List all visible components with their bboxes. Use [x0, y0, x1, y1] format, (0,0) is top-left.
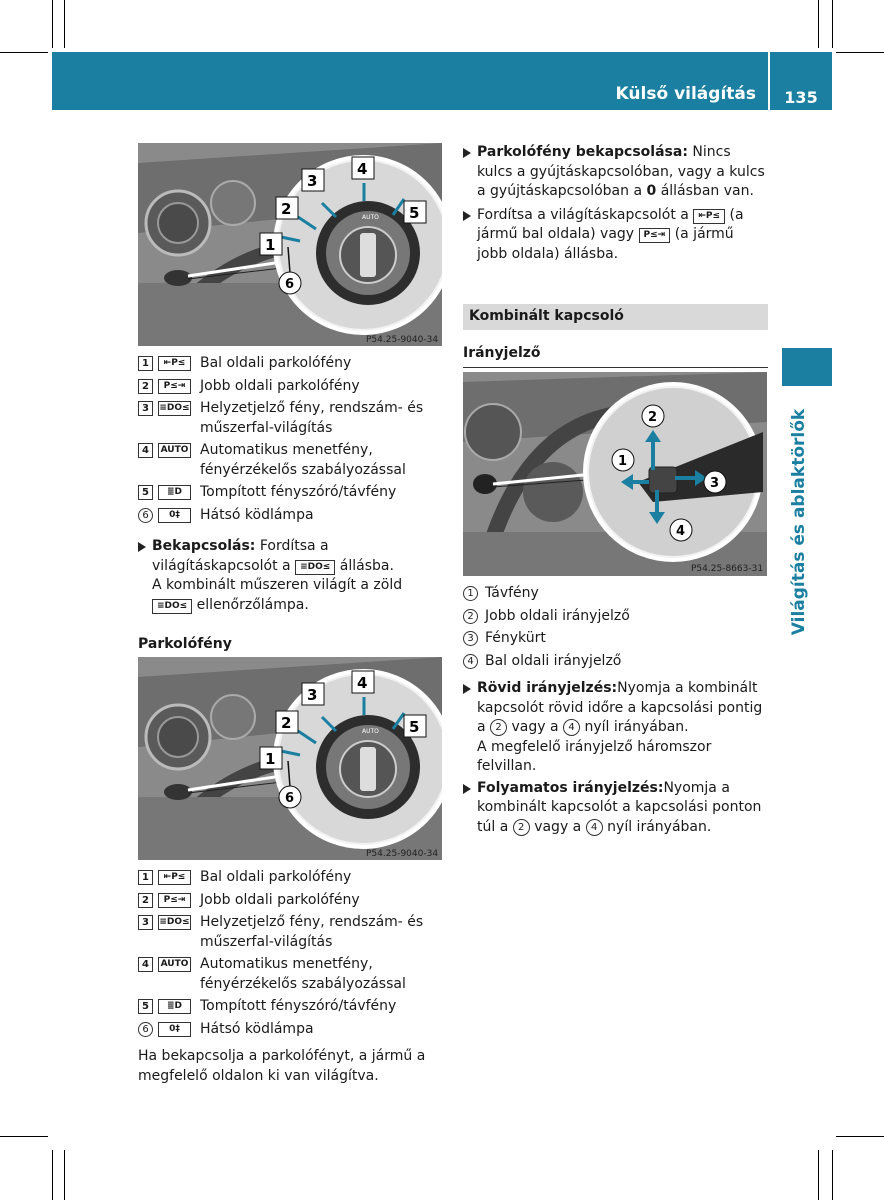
svg-text:6: 6	[285, 791, 295, 806]
figure-combination-switch	[463, 372, 767, 576]
svg-text:2: 2	[281, 200, 292, 218]
list-item: 3 Fénykürt	[463, 629, 768, 649]
list-item: 4 Bal oldali irányjelző	[463, 652, 768, 672]
left-column-bottom	[138, 868, 442, 1092]
list-item: 5 ≣D Tompított fényszóró/távfény	[138, 483, 442, 503]
page-number: 135	[770, 52, 832, 110]
svg-text:4: 4	[357, 160, 368, 178]
svg-text:4: 4	[357, 674, 368, 692]
list-item: 2 P≤⇥ Jobb oldali parkolófény	[138, 891, 442, 911]
crop-mark	[832, 1150, 833, 1200]
chapter-tab	[782, 348, 832, 386]
parking-paragraph: Ha bekapcsolja a parkolófényt, a jármű a megfelelő oldalon ki van világítva.	[138, 1048, 426, 1084]
list-item: 1 Távfény	[463, 584, 768, 604]
crop-mark	[836, 52, 884, 53]
legend-list	[463, 584, 768, 671]
svg-text:AUTO: AUTO	[362, 214, 379, 221]
subsection-heading: Irányjelző	[463, 344, 768, 369]
svg-text:P54.25-9040-34: P54.25-9040-34	[366, 335, 439, 345]
legend-list	[138, 868, 442, 1039]
figure-light-switch-2	[138, 657, 442, 860]
header-bar	[52, 52, 768, 110]
svg-text:2: 2	[648, 410, 658, 425]
bullet-rovid-iranyjelzes: Rövid irányjelzés:Nyomja a kombinált kapcsolót rövid időre a kapcsolási pontig a 2 vagy a 4 nyíl irányában. A megfelelő irányjelző háromszor felvillan.	[463, 679, 768, 777]
crop-mark	[0, 52, 48, 53]
crop-mark	[836, 1136, 884, 1137]
svg-text:1: 1	[265, 750, 276, 768]
crop-mark	[0, 1136, 48, 1137]
bullet-folyamatos-iranyjelzes: Folyamatos irányjelzés:Nyomja a kombinált kapcsolót a kapcsolási ponton túl a 2 vagy a 4 nyíl irányában.	[463, 779, 768, 838]
bullet-bekapcsolas: Bekapcsolás: Fordítsa a világításkapcsolót a ≡DO≤ állásba. A kombinált műszeren világít a zöld ≡DO≤ ellenőrzőlámpa.	[138, 537, 442, 615]
legend-list	[138, 354, 442, 525]
section-title: Külső világítás	[615, 84, 756, 104]
right-column-bottom	[463, 584, 768, 839]
crop-mark	[64, 0, 65, 48]
svg-text:3: 3	[710, 476, 720, 491]
right-column-top	[463, 143, 768, 376]
list-item: 6 0‡ Hátsó ködlámpa	[138, 1020, 442, 1040]
svg-text:1: 1	[265, 236, 276, 254]
svg-text:1: 1	[618, 454, 628, 469]
crop-mark	[52, 1150, 53, 1200]
list-item: 6 0‡ Hátsó ködlámpa	[138, 506, 442, 526]
list-item: 4 AUTO Automatikus menetfény, fényérzékelős szabályozással	[138, 441, 442, 480]
svg-text:6: 6	[285, 277, 295, 292]
figure-light-switch-1	[138, 143, 442, 346]
list-item: 3 ≡DO≤ Helyzetjelző fény, rendszám- és műszerfal-világítás	[138, 913, 442, 952]
crop-mark	[818, 0, 819, 48]
section-heading: Kombinált kapcsoló	[463, 304, 768, 330]
chapter-title: Világítás és ablaktörlők	[789, 408, 809, 636]
list-item: 5 ≣D Tompított fényszóró/távfény	[138, 997, 442, 1017]
list-item: 2 Jobb oldali irányjelző	[463, 607, 768, 627]
crop-mark	[52, 0, 53, 48]
list-item: 1 ⇤P≤ Bal oldali parkolófény	[138, 868, 442, 888]
svg-text:P54.25-9040-34: P54.25-9040-34	[366, 849, 439, 859]
crop-mark	[818, 1150, 819, 1200]
list-item: 3 ≡DO≤ Helyzetjelző fény, rendszám- és műszerfal-világítás	[138, 399, 442, 438]
svg-text:4: 4	[676, 524, 686, 539]
svg-text:5: 5	[409, 718, 420, 736]
heading-parkolofeny: Parkolófény	[138, 636, 232, 652]
svg-text:3: 3	[307, 172, 318, 190]
list-item: 2 P≤⇥ Jobb oldali parkolófény	[138, 377, 442, 397]
crop-mark	[832, 0, 833, 48]
crop-mark	[64, 1150, 65, 1200]
svg-text:3: 3	[307, 686, 318, 704]
list-item: 4 AUTO Automatikus menetfény, fényérzékelős szabályozással	[138, 955, 442, 994]
bullet-forditsa: Fordítsa a világításkapcsolót a ⇤P≤ (a jármű bal oldala) vagy P≤⇥ (a jármű jobb oldala) állásba.	[463, 206, 768, 265]
svg-text:5: 5	[409, 204, 420, 222]
svg-text:P54.25-8663-31: P54.25-8663-31	[691, 564, 764, 574]
svg-text:2: 2	[281, 714, 292, 732]
left-column-top	[138, 354, 442, 663]
list-item: 1 ⇤P≤ Bal oldali parkolófény	[138, 354, 442, 374]
svg-text:AUTO: AUTO	[362, 728, 379, 735]
bullet-parkolofeny-bekapcs: Parkolófény bekapcsolása: Nincs kulcs a gyújtáskapcsolóban, vagy a kulcs a gyújtáskapcsolóban a 0 állásban van.	[463, 143, 768, 202]
